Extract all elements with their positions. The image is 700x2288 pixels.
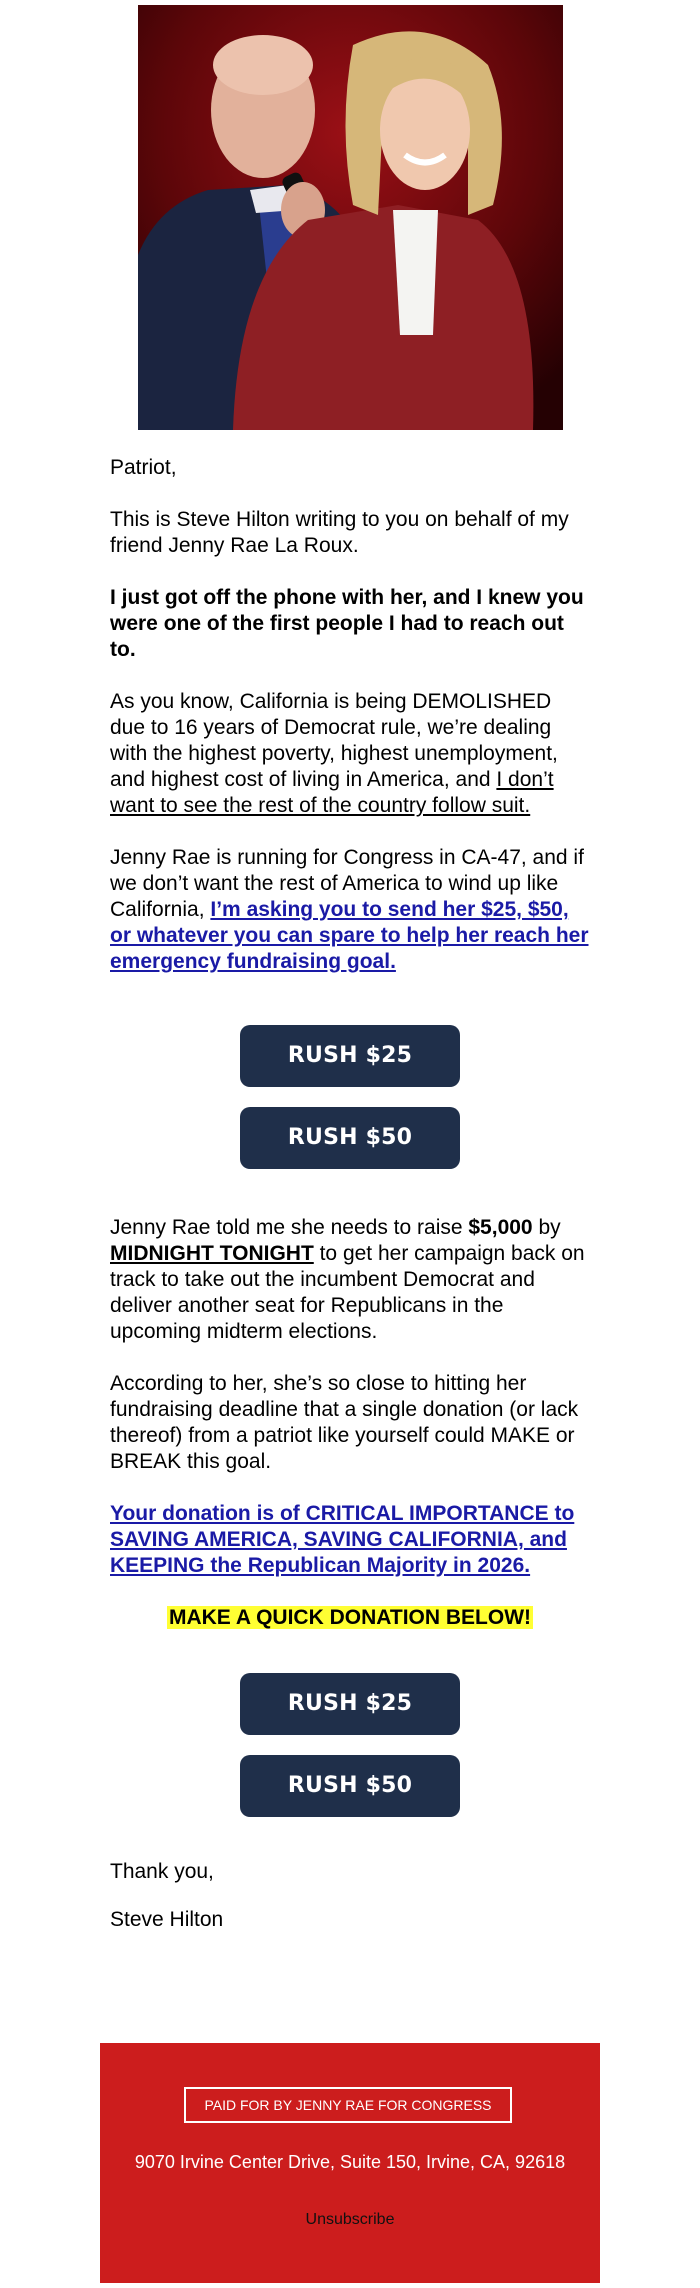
- rush-50-button[interactable]: RUSH $50: [240, 1107, 460, 1169]
- follow-suit-text: I don’t want to see the rest of the country follow suit.: [110, 768, 554, 817]
- critical-importance-link[interactable]: Your donation is of CRITICAL IMPORTANCE to SAVING AMERICA, SAVING CALIFORNIA, and KEEPING the Republican Majority in 2026.: [110, 1502, 575, 1577]
- california-paragraph: As you know, California is being DEMOLISHED due to 16 years of Democrat rule, we’re dealing with the highest poverty, highest unemployment, and highest cost of living in America, and I don’t want to see the rest of the country follow suit.: [110, 690, 558, 817]
- candidates-photo: [138, 5, 563, 430]
- goal-paragraph: Jenny Rae told me she needs to raise $5,000 by MIDNIGHT TONIGHT to get her campaign back on track to take out the incumbent Democrat and deliver another seat for Republicans in the upcoming midterm elections.: [110, 1216, 585, 1343]
- mailing-address: 9070 Irvine Center Drive, Suite 150, Irvine, CA, 92618: [134, 2152, 566, 2172]
- deadline-text: MIDNIGHT TONIGHT: [110, 1242, 314, 1265]
- unsubscribe-link[interactable]: Unsubscribe: [305, 2211, 395, 2228]
- intro-paragraph: This is Steve Hilton writing to you on behalf of my friend Jenny Rae La Roux.: [110, 508, 569, 557]
- rush-50-button-bottom[interactable]: RUSH $50: [240, 1755, 460, 1817]
- hero-image: [138, 5, 563, 430]
- greeting: Patriot,: [110, 456, 177, 479]
- goal-amount: $5,000: [468, 1216, 533, 1239]
- quick-donation-callout: [110, 1605, 590, 1631]
- email-body: [110, 455, 590, 1959]
- make-or-break-paragraph: According to her, she’s so close to hitting her fundraising deadline that a single donation (or lack thereof) from a patriot like yourself could MAKE or BREAK this goal.: [110, 1372, 579, 1473]
- rush-25-button-bottom[interactable]: RUSH $25: [240, 1673, 460, 1735]
- congress-paragraph: Jenny Rae is running for Congress in CA-47, and if we don’t want the rest of America to wind up like California, I’m asking you to send her $25, $50, or whatever you can spare to help her reach her emergency fundraising goal.: [110, 846, 589, 973]
- critical-paragraph: [110, 1501, 590, 1579]
- quick-donation-highlight: MAKE A QUICK DONATION BELOW!: [168, 1606, 532, 1629]
- signature: Steve Hilton: [110, 1908, 224, 1931]
- phone-call-paragraph: I just got off the phone with her, and I knew you were one of the first people I had to reach out to.: [110, 586, 584, 661]
- paid-for-disclaimer: PAID FOR BY JENNY RAE FOR CONGRESS: [184, 2087, 512, 2123]
- footer: [100, 2043, 600, 2283]
- rush-25-button[interactable]: RUSH $25: [240, 1025, 460, 1087]
- signoff: Thank you,: [110, 1860, 214, 1883]
- donate-ask-link[interactable]: I’m asking you to send her $25, $50, or whatever you can spare to help her reach her emergency fundraising goal.: [110, 898, 589, 973]
